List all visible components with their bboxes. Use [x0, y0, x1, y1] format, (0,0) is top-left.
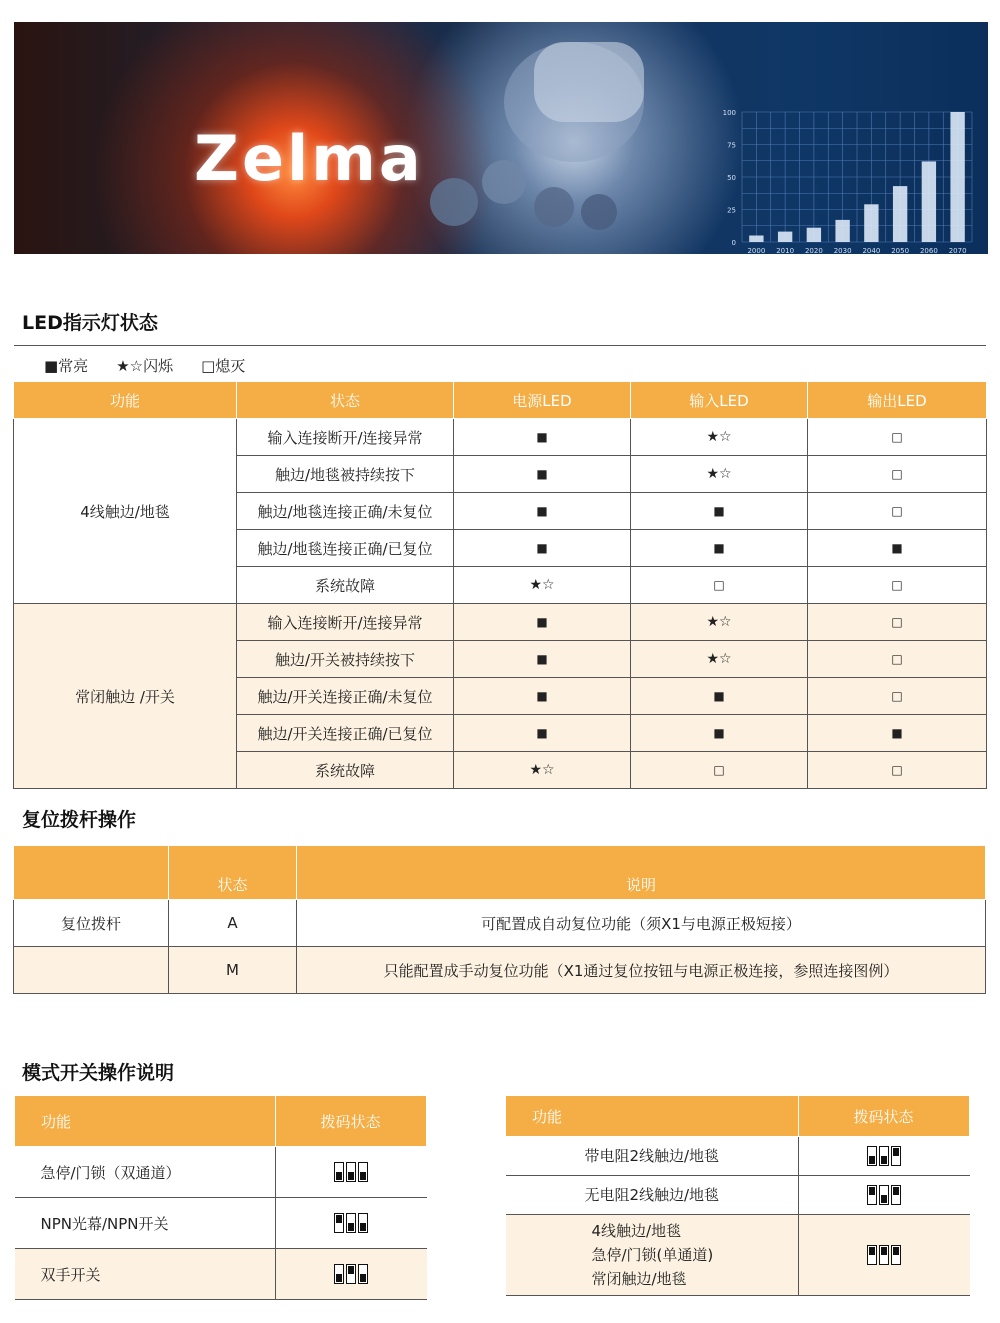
- table-row: [15, 1147, 427, 1198]
- table-header-row: [15, 1096, 427, 1147]
- group-function: 4线触边/地毯: [14, 419, 237, 604]
- output-led-cell: □: [808, 641, 987, 678]
- bar: [835, 220, 849, 242]
- lever-name: [14, 947, 169, 994]
- group-function: 常闭触边 /开关: [14, 604, 237, 789]
- legend-off: □熄灭: [201, 357, 246, 375]
- dip-switch-icon: [334, 1162, 368, 1182]
- output-led-cell: □: [808, 493, 987, 530]
- mode-function-line: 无电阻2线触边/地毯: [584, 1186, 720, 1204]
- dip-switch-lever: [346, 1264, 356, 1284]
- x-tick-label: 2020: [804, 247, 823, 255]
- dip-switch-lever: [867, 1185, 877, 1205]
- x-tick-label: 2010: [776, 247, 795, 255]
- table-row: [506, 1137, 970, 1176]
- dip-switch-lever: [334, 1162, 344, 1182]
- table-row: [14, 419, 987, 456]
- mode-dip-cell: [276, 1198, 427, 1249]
- state-cell: 触边/开关连接正确/未复位: [237, 678, 454, 715]
- legend-solid: ■常亮: [44, 357, 89, 375]
- output-led-cell: □: [808, 752, 987, 789]
- mode-function-line: 带电阻2线触边/地毯: [584, 1147, 720, 1165]
- table-row: [14, 900, 986, 947]
- x-tick-label: 2050: [891, 247, 910, 255]
- x-tick-label: 2030: [833, 247, 852, 255]
- lever-state: M: [169, 947, 297, 994]
- y-tick-label: 100: [722, 109, 736, 117]
- header-power-led: 电源LED: [454, 382, 631, 419]
- mode-function: [506, 1137, 799, 1176]
- header-function: 功能: [506, 1096, 799, 1137]
- table-row: [15, 1198, 427, 1249]
- state-cell: 触边/地毯被持续按下: [237, 456, 454, 493]
- state-cell: 输入连接断开/连接异常: [237, 419, 454, 456]
- table-row: [14, 947, 986, 994]
- mode-function: [506, 1176, 799, 1215]
- table-row: [506, 1215, 970, 1296]
- lever-description: 只能配置成手动复位功能（X1通过复位按钮与电源正极连接，参照连接图例）: [297, 947, 986, 994]
- header-blank: [14, 846, 169, 900]
- banner-bar-chart: [704, 82, 984, 254]
- dip-switch-lever: [867, 1245, 877, 1265]
- y-tick-label: 75: [727, 141, 736, 150]
- power-led-cell: ★☆: [454, 752, 631, 789]
- output-led-cell: □: [808, 567, 987, 604]
- table-header-row: [506, 1096, 970, 1137]
- y-tick-label: 50: [727, 174, 736, 182]
- dip-switch-icon: [867, 1185, 901, 1205]
- led-section-title: LED指示灯状态: [22, 312, 158, 334]
- dip-switch-lever: [891, 1185, 901, 1205]
- mode-function: 双手开关: [15, 1249, 276, 1300]
- state-cell: 触边/地毯连接正确/已复位: [237, 530, 454, 567]
- header-description: 说明: [297, 846, 986, 900]
- dip-switch-lever: [334, 1213, 344, 1233]
- x-tick-label: 2000: [747, 247, 766, 255]
- output-led-cell: ■: [808, 530, 987, 567]
- bar: [864, 204, 878, 242]
- bar: [778, 232, 792, 242]
- dip-switch-lever: [346, 1213, 356, 1233]
- power-led-cell: ■: [454, 456, 631, 493]
- bar: [950, 112, 964, 242]
- header-dip-state: 拨码状态: [276, 1096, 427, 1147]
- header-banner: [14, 22, 988, 254]
- lever-state: A: [169, 900, 297, 947]
- input-led-cell: □: [631, 752, 808, 789]
- input-led-cell: ★☆: [631, 641, 808, 678]
- table-row: [506, 1176, 970, 1215]
- brand-logo: Zelma: [194, 122, 424, 195]
- table-header-row: [14, 382, 987, 419]
- mode-function: NPN光幕/NPN开关: [15, 1198, 276, 1249]
- mode-function: 急停/门锁（双通道）: [15, 1147, 276, 1198]
- state-cell: 输入连接断开/连接异常: [237, 604, 454, 641]
- y-tick-label: 25: [727, 206, 736, 215]
- header-function: 功能: [14, 382, 237, 419]
- header-input-led: 输入LED: [631, 382, 808, 419]
- dip-switch-lever: [346, 1162, 356, 1182]
- y-tick-label: 0: [731, 239, 736, 247]
- state-cell: 触边/地毯连接正确/未复位: [237, 493, 454, 530]
- output-led-cell: □: [808, 604, 987, 641]
- bar: [807, 228, 821, 242]
- output-led-cell: □: [808, 456, 987, 493]
- power-led-cell: ■: [454, 493, 631, 530]
- output-led-cell: ■: [808, 715, 987, 752]
- input-led-cell: ■: [631, 715, 808, 752]
- mode-dip-cell: [799, 1215, 970, 1296]
- bar: [893, 186, 907, 242]
- bar: [922, 161, 936, 242]
- dip-switch-lever: [867, 1146, 877, 1166]
- output-led-cell: □: [808, 678, 987, 715]
- dip-switch-icon: [867, 1146, 901, 1166]
- divider: [14, 345, 986, 346]
- state-cell: 系统故障: [237, 752, 454, 789]
- state-cell: 系统故障: [237, 567, 454, 604]
- table-row: [14, 604, 987, 641]
- dip-switch-lever: [358, 1264, 368, 1284]
- input-led-cell: □: [631, 567, 808, 604]
- lever-name: 复位拨杆: [14, 900, 169, 947]
- mode-function: [506, 1215, 799, 1296]
- symbol-legend: [44, 355, 245, 376]
- input-led-cell: ■: [631, 530, 808, 567]
- dip-switch-icon: [334, 1213, 368, 1233]
- power-led-cell: ■: [454, 678, 631, 715]
- output-led-cell: □: [808, 419, 987, 456]
- dip-switch-lever: [879, 1146, 889, 1166]
- mode-dip-cell: [276, 1249, 427, 1300]
- dip-switch-lever: [358, 1162, 368, 1182]
- reset-lever-table: [13, 845, 986, 994]
- mode-function-line: 4线触边/地毯: [591, 1222, 682, 1240]
- bar: [749, 236, 763, 243]
- mode-switch-table-left: [14, 1095, 427, 1300]
- table-header-row: [14, 846, 986, 900]
- led-status-table: [13, 381, 987, 789]
- dip-switch-lever: [891, 1245, 901, 1265]
- robot-hand-illustration: [394, 22, 694, 254]
- header-output-led: 输出LED: [808, 382, 987, 419]
- mode-switch-table-right: [505, 1095, 970, 1296]
- state-cell: 触边/开关连接正确/已复位: [237, 715, 454, 752]
- dip-switch-lever: [879, 1185, 889, 1205]
- dip-switch-icon: [867, 1245, 901, 1265]
- x-tick-label: 2040: [862, 247, 881, 255]
- header-function: 功能: [15, 1096, 276, 1147]
- power-led-cell: ■: [454, 530, 631, 567]
- dip-switch-icon: [334, 1264, 368, 1284]
- table-row: [15, 1249, 427, 1300]
- input-led-cell: ★☆: [631, 419, 808, 456]
- input-led-cell: ★☆: [631, 604, 808, 641]
- power-led-cell: ■: [454, 604, 631, 641]
- reset-section-title: 复位拨杆操作: [22, 809, 137, 831]
- header-state: 状态: [237, 382, 454, 419]
- x-tick-label: 2060: [919, 247, 938, 255]
- dip-switch-lever: [879, 1245, 889, 1265]
- state-cell: 触边/开关被持续按下: [237, 641, 454, 678]
- mode-section-title: 模式开关操作说明: [22, 1062, 175, 1084]
- power-led-cell: ■: [454, 715, 631, 752]
- mode-function-line: 常闭触边/地毯: [591, 1270, 687, 1288]
- dip-switch-lever: [891, 1146, 901, 1166]
- power-led-cell: ■: [454, 641, 631, 678]
- mode-dip-cell: [799, 1137, 970, 1176]
- mode-dip-cell: [799, 1176, 970, 1215]
- lever-description: 可配置成自动复位功能（须X1与电源正极短接）: [297, 900, 986, 947]
- header-dip-state: 拨码状态: [799, 1096, 970, 1137]
- x-tick-label: 2070: [948, 247, 967, 255]
- legend-blink: ★☆闪烁: [116, 357, 174, 375]
- power-led-cell: ■: [454, 419, 631, 456]
- header-state: 状态: [169, 846, 297, 900]
- input-led-cell: ■: [631, 678, 808, 715]
- dip-switch-lever: [334, 1264, 344, 1284]
- mode-dip-cell: [276, 1147, 427, 1198]
- dip-switch-lever: [358, 1213, 368, 1233]
- power-led-cell: ★☆: [454, 567, 631, 604]
- input-led-cell: ★☆: [631, 456, 808, 493]
- mode-function-line: 急停/门锁(单通道): [591, 1246, 714, 1264]
- input-led-cell: ■: [631, 493, 808, 530]
